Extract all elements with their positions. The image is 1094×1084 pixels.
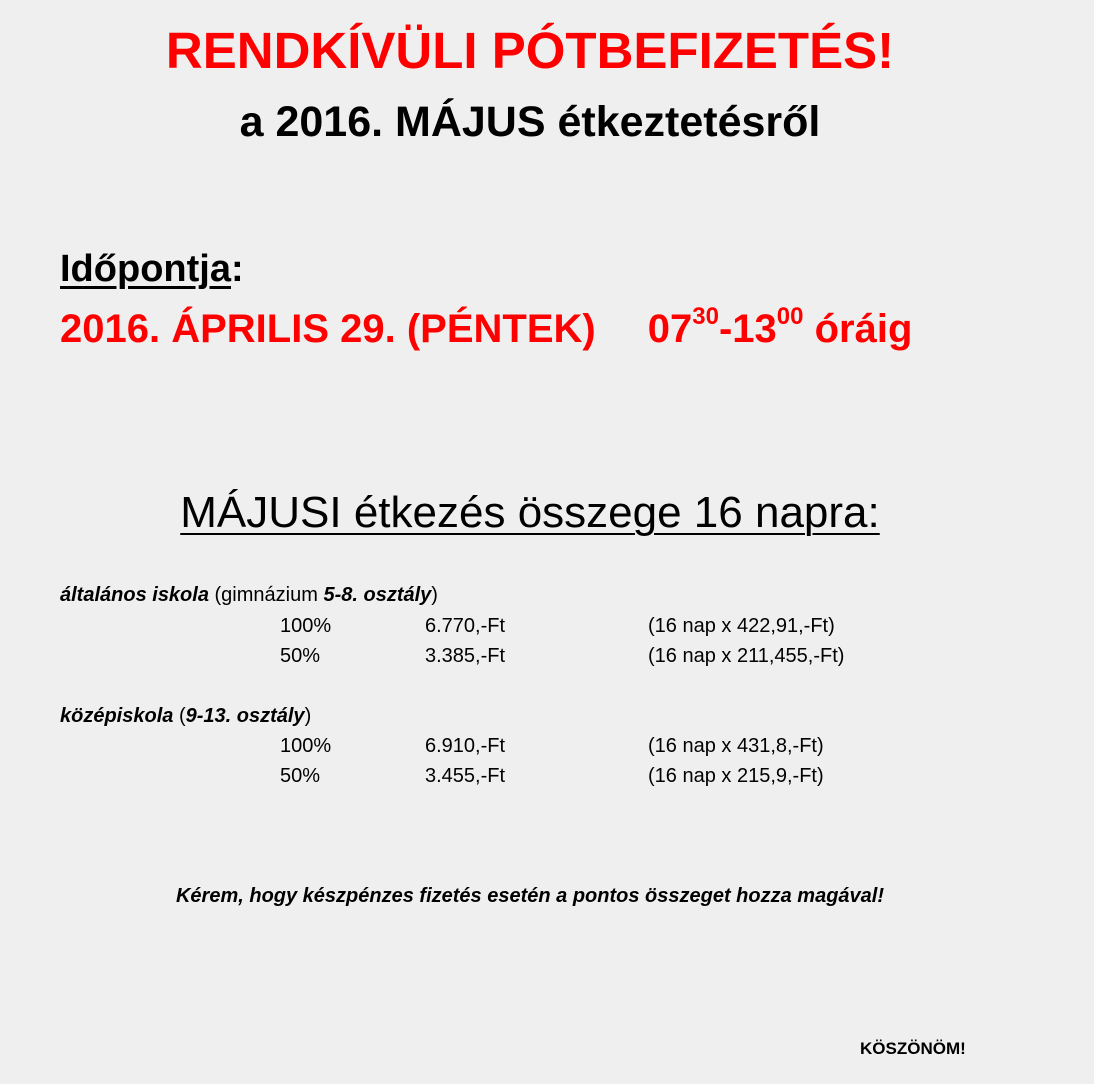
group-open: ( — [173, 705, 186, 727]
price-calculation: (16 nap x 215,9,-Ft) — [648, 765, 824, 787]
price-percent: 50% — [280, 645, 321, 667]
schedule-date-line — [60, 302, 913, 353]
price-calculation: (16 nap x 431,8,-Ft) — [648, 735, 824, 757]
main-title: RENDKÍVÜLI PÓTBEFIZETÉS! — [165, 22, 895, 79]
price-amount: 6.910,-Ft — [425, 735, 506, 757]
price-amount: 3.455,-Ft — [425, 765, 506, 787]
price-percent: 50% — [280, 765, 321, 787]
group-close: ) — [431, 584, 438, 606]
group-name: középiskola — [60, 705, 174, 727]
group-heading-primary — [60, 583, 438, 607]
schedule-label — [60, 247, 244, 293]
group-open: (gimnázium — [208, 584, 324, 606]
price-amount: 3.385,-Ft — [425, 645, 506, 667]
section-title-text: MÁJUSI étkezés összege 16 napra: — [180, 488, 880, 537]
schedule-date: 2016. ÁPRILIS 29. (PÉNTEK) — [60, 307, 596, 351]
group-close: ) — [304, 705, 312, 727]
group-name: általános iskola — [60, 584, 209, 606]
group-heading-secondary — [60, 704, 311, 728]
price-percent: 100% — [280, 735, 332, 757]
time-dash: - — [718, 307, 733, 351]
price-calculation: (16 nap x 211,455,-Ft) — [648, 645, 845, 667]
price-amount: 6.770,-Ft — [425, 615, 506, 637]
price-calculation: (16 nap x 422,91,-Ft) — [648, 615, 835, 637]
time-suffix: óráig — [803, 307, 913, 351]
thanks-text: KÖSZÖNÖM! — [860, 1039, 966, 1058]
start-minutes: 30 — [692, 302, 719, 330]
schedule-label-colon: : — [230, 248, 244, 290]
section-title — [0, 487, 1060, 540]
payment-notice: Kérem, hogy készpénzes fizetés esetén a pontos összeget hozza magával! — [175, 885, 884, 907]
schedule-label-text: Időpontja — [60, 248, 231, 290]
group-detail: 9-13. osztály — [185, 705, 305, 727]
end-hour: 13 — [732, 307, 777, 351]
start-hour: 07 — [647, 307, 693, 351]
price-percent: 100% — [280, 615, 332, 637]
subtitle: a 2016. MÁJUS étkeztetésről — [239, 98, 821, 146]
group-detail: 5-8. osztály — [323, 584, 432, 606]
end-minutes: 00 — [776, 302, 804, 330]
